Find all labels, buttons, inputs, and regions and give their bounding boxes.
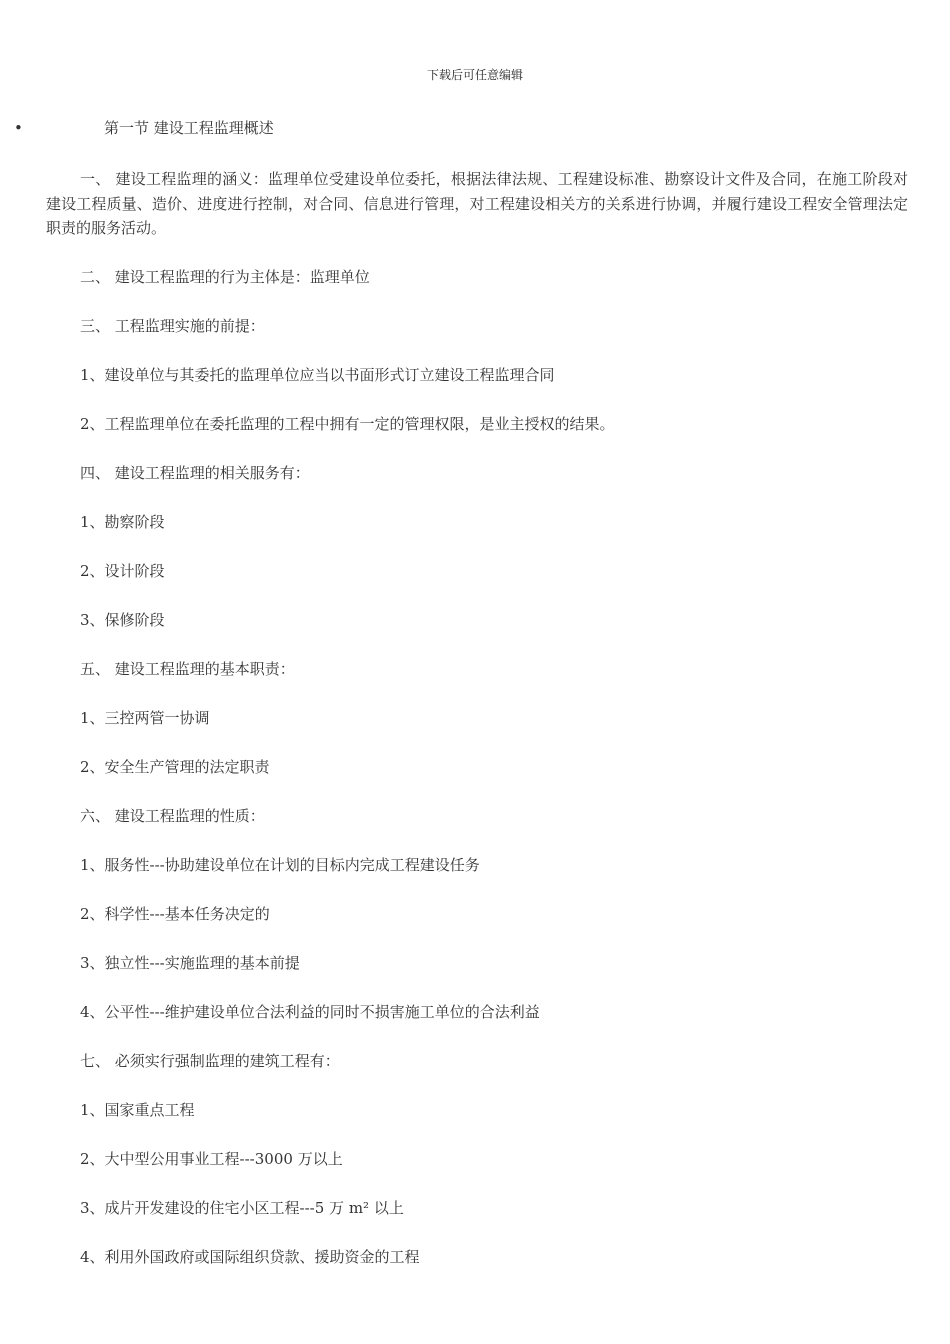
paragraph-definition: 一、 建设工程监理的涵义：监理单位受建设单位委托，根据法律法规、工程建设标准、勘察设计文件及合同，在施工阶段对建设工程质量、造价、进度进行控制，对合同、信息进行管理，对工程建设相关方的关系进行协调，并履行建设工程安全管理法定职责的服务活动。 bbox=[46, 170, 908, 237]
paragraph-mandatory-2: 2、大中型公用事业工程---3000 万以上 bbox=[80, 1150, 343, 1168]
paragraph-duties-heading: 五、 建设工程监理的基本职责： bbox=[80, 660, 295, 678]
paragraph-premise-1: 1、建设单位与其委托的监理单位应当以书面形式订立建设工程监理合同 bbox=[80, 366, 555, 384]
paragraph-subject: 二、 建设工程监理的行为主体是：监理单位 bbox=[80, 268, 370, 286]
paragraph-duty-2: 2、安全生产管理的法定职责 bbox=[80, 758, 270, 776]
paragraph-mandatory-1: 1、国家重点工程 bbox=[80, 1101, 195, 1119]
section-title: 第一节 建设工程监理概述 bbox=[104, 119, 274, 137]
paragraph-mandatory-4: 4、利用外国政府或国际组织贷款、援助资金的工程 bbox=[80, 1248, 420, 1266]
paragraph-service-2: 2、设计阶段 bbox=[80, 562, 165, 580]
document-body bbox=[46, 167, 908, 1294]
paragraph-mandatory-heading: 七、 必须实行强制监理的建筑工程有： bbox=[80, 1052, 340, 1070]
bullet-icon: • bbox=[14, 119, 23, 137]
paragraph-nature-heading: 六、 建设工程监理的性质： bbox=[80, 807, 265, 825]
paragraph-nature-1: 1、服务性---协助建设单位在计划的目标内完成工程建设任务 bbox=[80, 856, 480, 874]
paragraph-mandatory-3: 3、成片开发建设的住宅小区工程---5 万 m² 以上 bbox=[80, 1199, 404, 1217]
paragraph-premise-heading: 三、 工程监理实施的前提： bbox=[80, 317, 265, 335]
paragraph-nature-2: 2、科学性---基本任务决定的 bbox=[80, 905, 270, 923]
paragraph-nature-4: 4、公平性---维护建设单位合法利益的同时不损害施工单位的合法利益 bbox=[80, 1003, 540, 1021]
page-header-note: 下载后可任意编辑 bbox=[426, 68, 523, 82]
paragraph-service-3: 3、保修阶段 bbox=[80, 611, 165, 629]
paragraph-nature-3: 3、独立性---实施监理的基本前提 bbox=[80, 954, 300, 972]
paragraph-premise-2: 2、工程监理单位在委托监理的工程中拥有一定的管理权限，是业主授权的结果。 bbox=[80, 415, 615, 433]
paragraph-duty-1: 1、三控两管一协调 bbox=[80, 709, 210, 727]
paragraph-service-1: 1、勘察阶段 bbox=[80, 513, 165, 531]
paragraph-services-heading: 四、 建设工程监理的相关服务有： bbox=[80, 464, 310, 482]
